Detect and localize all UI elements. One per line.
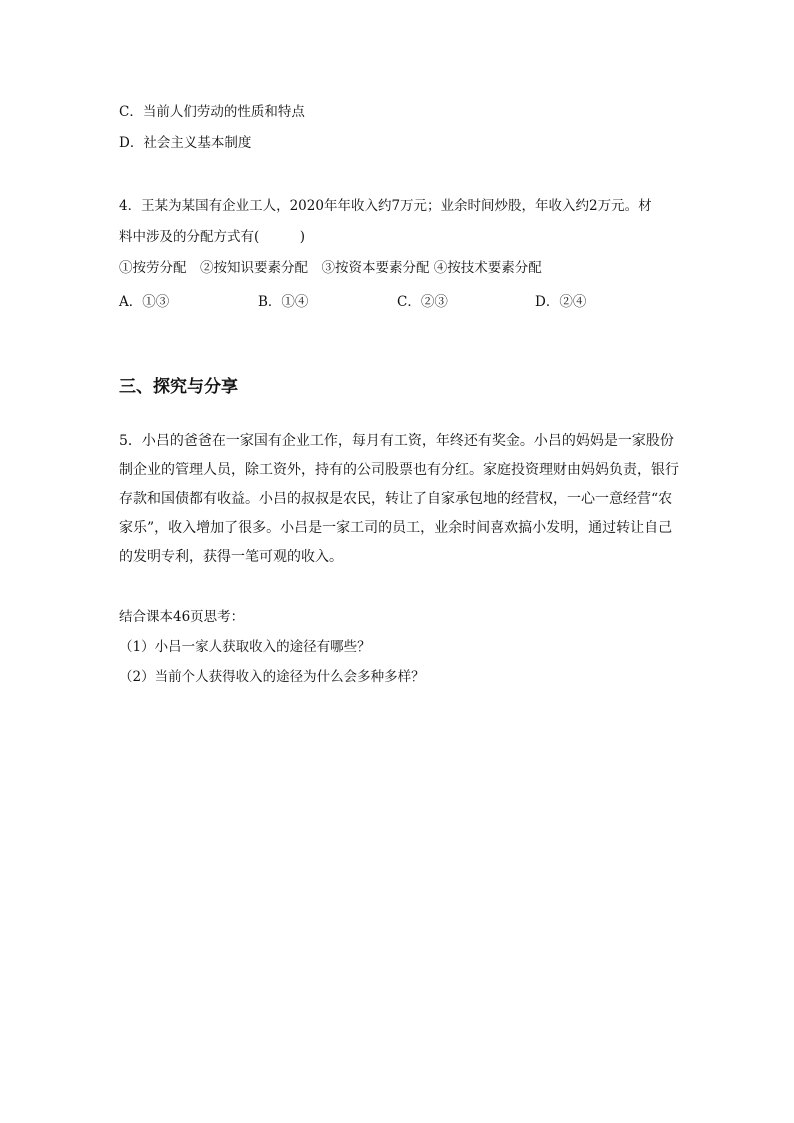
option-d: D．社会主义基本制度 bbox=[119, 135, 252, 151]
paragraph-line: 制企业的管理人员，除工资外，持有的公司股票也有分红。家庭投资理财由妈妈负责，银行 bbox=[119, 462, 679, 478]
paragraph-line: 存款和国债都有收益。小吕的叔叔是农民，转让了自家承包地的经营权，一心一意经营“农 bbox=[119, 491, 673, 507]
think-prompt: 结合课本46页思考： bbox=[119, 609, 245, 625]
option-c-q4: C．②③ bbox=[397, 294, 448, 310]
option-a: A．①③ bbox=[119, 294, 170, 310]
sub-question-1: （1）小吕一家人获取收入的途径有哪些？ bbox=[119, 639, 371, 655]
question-4-stem: 4．王某为某国有企业工人，2020年年收入约7万元；业余时间炒股，年收入约2万元。材 bbox=[119, 198, 652, 214]
question-4-stem-cont: 料中涉及的分配方式有( ) bbox=[119, 229, 306, 245]
section-heading: 三、探究与分享 bbox=[119, 377, 238, 397]
paragraph-line: 的发明专利，获得一笔可观的收入。 bbox=[119, 549, 343, 565]
option-d-q4: D．②④ bbox=[535, 294, 587, 310]
option-b: B．①④ bbox=[258, 294, 309, 310]
paragraph-line: 家乐”，收入增加了很多。小吕是一家工司的员工，业余时间喜欢搞小发明，通过转让自己 bbox=[119, 520, 673, 536]
option-c: C．当前人们劳动的性质和特点 bbox=[119, 104, 305, 120]
question-5-paragraph bbox=[119, 427, 679, 572]
question-4-items: ①按劳分配 ②按知识要素分配 ③按资本要素分配 ④按技术要素分配 bbox=[119, 260, 542, 276]
sub-question-2: （2）当前个人获得收入的途径为什么会多种多样？ bbox=[119, 669, 425, 685]
paragraph-line: 5．小吕的爸爸在一家国有企业工作，每月有工资，年终还有奖金。小吕的妈妈是一家股份 bbox=[119, 433, 674, 449]
